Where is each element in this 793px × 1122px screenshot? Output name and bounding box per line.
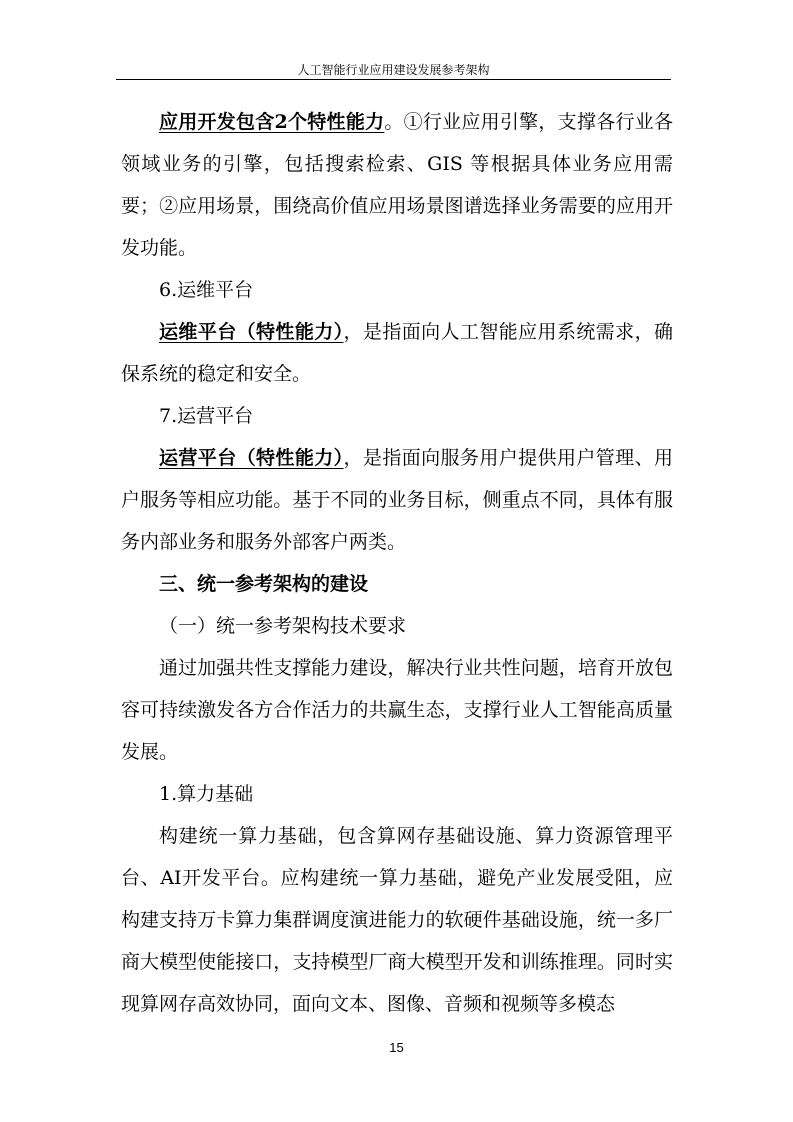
section-heading: 三、统一参考架构的建设 [159, 573, 369, 595]
subsection-heading: （一）统一参考架构技术要求 [159, 615, 407, 637]
lead-phrase: 应用开发包含2个特性能力 [159, 111, 385, 133]
paragraph-compute-base: 构建统一算力基础，包含算网存基础设施、算力资源管理平台、AI开发平台。应构建统一算力基础，避免产业发展受阻，应构建支持万卡算力集群调度演进能力的软硬件基础设施，统一多厂商大模型使能接口，支持模型厂商大模型开发和训练推理。同时实现算网存高效协同，面向文本、图像、音频和视频等多模态 [121, 825, 673, 1015]
page-number: 15 [389, 1040, 404, 1055]
paragraph-text: ，是指面向人工智能应用系统需求，确保系统的稳定和安全。 [121, 321, 673, 385]
paragraph-operation-platform [121, 437, 673, 563]
running-header: 人工智能行业应用建设发展参考架构 [297, 63, 490, 77]
heading-operation-platform: 7.运营平台 [159, 405, 254, 427]
heading-ops-platform: 6.运维平台 [159, 279, 254, 301]
paragraph-text: ，是指面向服务用户提供用户管理、用户服务等相应功能。基于不同的业务目标，侧重点不同，具体有服务内部业务和服务外部客户两类。 [121, 447, 673, 553]
paragraph-app-dev [121, 101, 673, 269]
heading-compute-base: 1.算力基础 [159, 783, 254, 805]
paragraph-tech-requirements: 通过加强共性支撑能力建设，解决行业共性问题，培育开放包容可持续激发各方合作活力的共赢生态，支撑行业人工智能高质量发展。 [121, 657, 673, 763]
document-body [121, 101, 673, 1025]
lead-phrase: 运营平台（特性能力） [159, 447, 344, 469]
paragraph-ops-platform [121, 311, 673, 395]
paragraph-text: 。①行业应用引擎，支撑各行业各领域业务的引擎，包括搜索检索、GIS 等根据具体业务应用需要；②应用场景，围绕高价值应用场景图谱选择业务需要的应用开发功能。 [121, 111, 673, 259]
lead-phrase: 运维平台（特性能力） [159, 321, 344, 343]
header-rule [116, 79, 671, 80]
